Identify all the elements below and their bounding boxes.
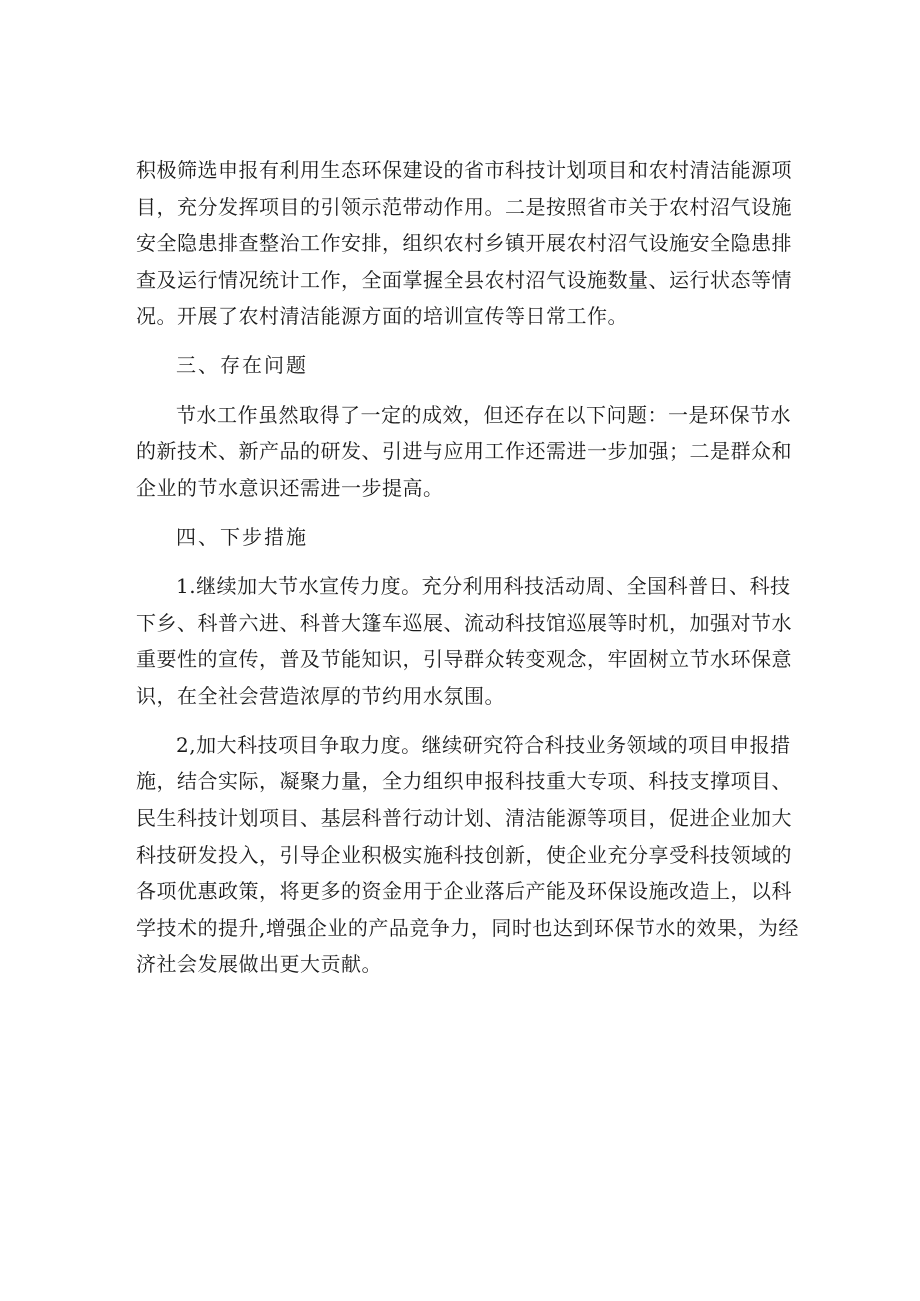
paragraph-line: 的新技术、新产品的研发、引进与应用工作还需进一步加强；二是群众和: [136, 439, 792, 464]
paragraph-line: 节水工作虽然取得了一定的成效，但还存在以下问题：一是环保节水: [176, 402, 791, 427]
paragraph-rural-energy: [136, 152, 792, 335]
paragraph-line: 施，结合实际，凝聚力量，全力组织申报科技重大专项、科技支撑项目、: [136, 769, 792, 794]
paragraph-line: 学技术的提升,增强企业的产品竞争力，同时也达到环保节水的效果，为经: [136, 915, 799, 940]
section-heading-next-steps: 四、下步措施: [176, 524, 308, 549]
document-body: [136, 152, 799, 983]
paragraph-measure-1: [136, 568, 792, 714]
paragraph-line: 下乡、科普六进、科普大篷车巡展、流动科技馆巡展等时机，加强对节水: [136, 610, 792, 635]
paragraph-line: 重要性的宣传，普及节能知识，引导群众转变观念，牢固树立节水环保意: [136, 647, 792, 672]
section-heading-problems: 三、存在问题: [176, 353, 308, 378]
paragraph-line: 民生科技计划项目、基层科普行动计划、清洁能源等项目，促进企业加大: [136, 806, 792, 830]
paragraph-line: 积极筛选申报有利用生态环保建设的省市科技计划项目和农村清洁能源项: [136, 158, 792, 182]
paragraph-line: 查及运行情况统计工作，全面掌握全县农村沼气设施数量、运行状态等情: [136, 267, 792, 292]
paragraph-line: 况。开展了农村清洁能源方面的培训宣传等日常工作。: [136, 304, 628, 329]
paragraph-line: 企业的节水意识还需进一步提高。: [136, 475, 444, 500]
paragraph-problems: [136, 397, 792, 507]
paragraph-line: 安全隐患排查整治工作安排，组织农村乡镇开展农村沼气设施安全隐患排: [136, 231, 792, 256]
paragraph-line: 科技研发投入，引导企业积极实施科技创新，使企业充分享受科技领域的: [136, 842, 792, 867]
paragraph-line: 1.继续加大节水宣传力度。充分利用科技活动周、全国科普日、科技: [176, 573, 791, 598]
paragraph-measure-2: [136, 727, 799, 983]
paragraph-line: 2,加大科技项目争取力度。继续研究符合科技业务领域的项目申报措: [176, 732, 791, 757]
paragraph-line: 识，在全社会营造浓厚的节约用水氛围。: [136, 683, 505, 708]
paragraph-line: 济社会发展做出更大贡献。: [136, 952, 382, 977]
paragraph-line: 各项优惠政策，将更多的资金用于企业落后产能及环保设施改造上，以科: [136, 879, 792, 904]
paragraph-line: 目，充分发挥项目的引领示范带动作用。二是按照省市关于农村沼气设施: [136, 194, 792, 219]
